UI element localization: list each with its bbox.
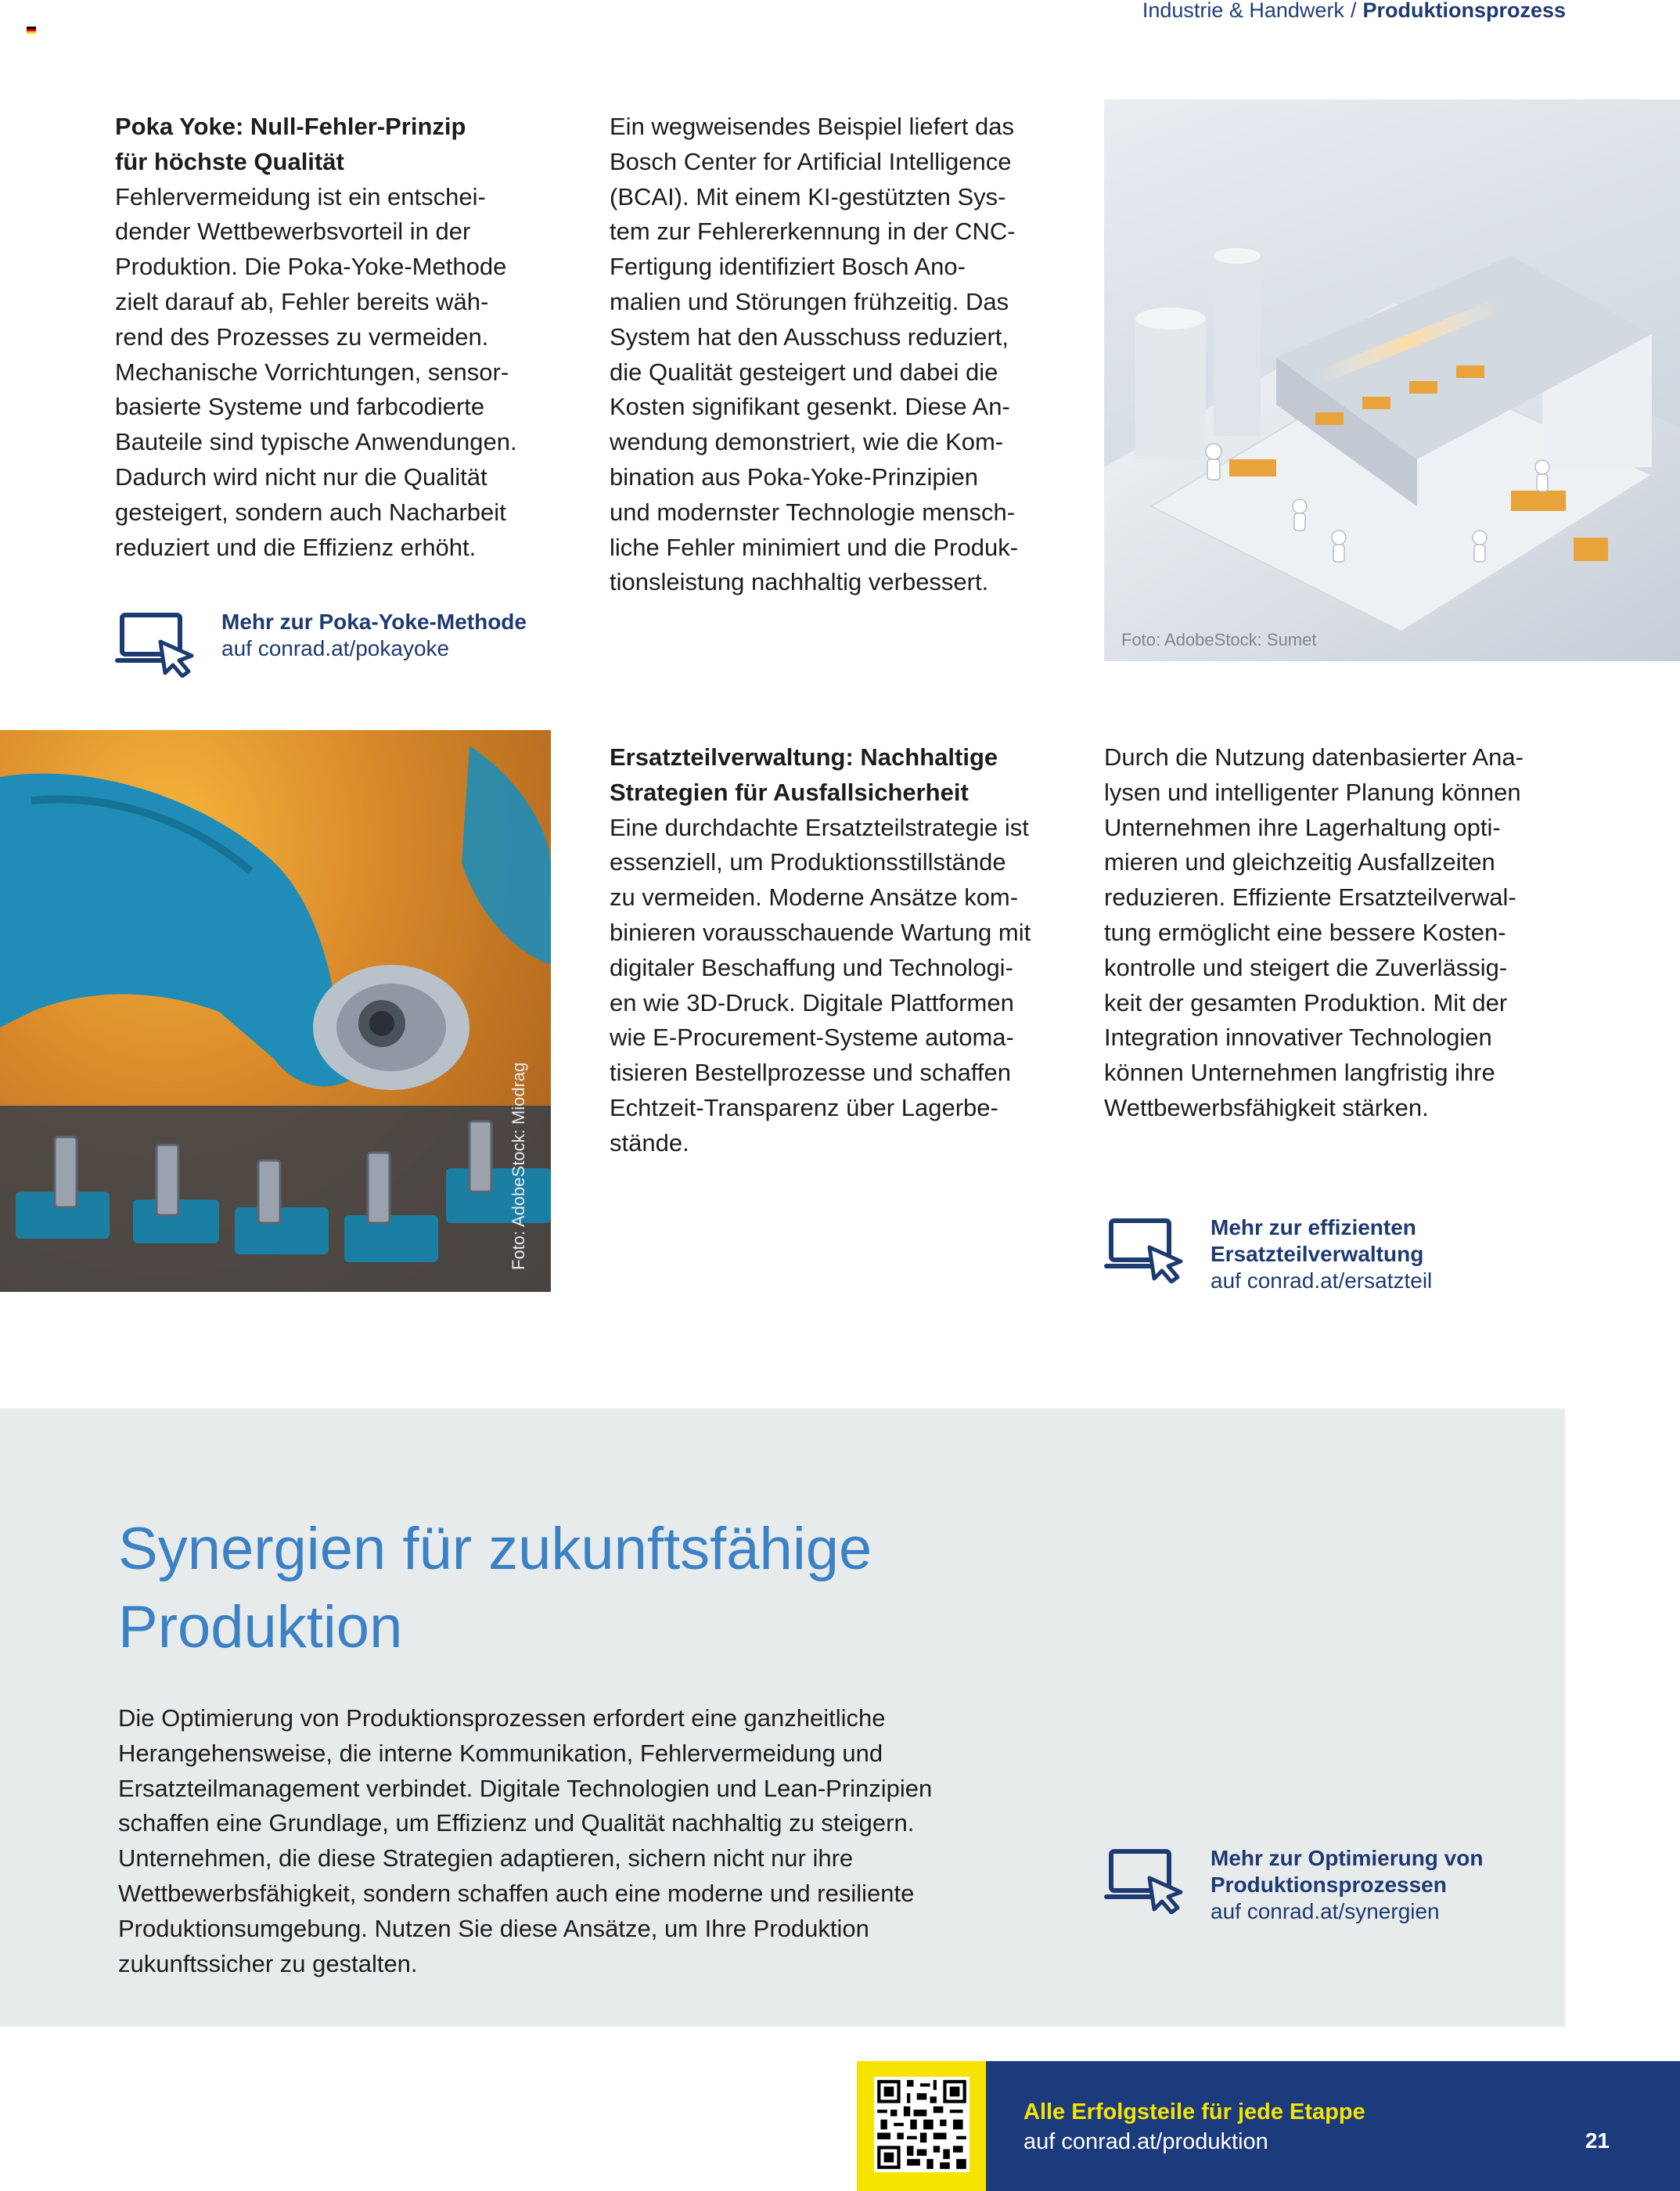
language-flag-icon[interactable] bbox=[27, 27, 36, 34]
breadcrumb-parent[interactable]: Industrie & Handwerk bbox=[1142, 0, 1344, 22]
text-line: en wie 3D-Druck. Digitale Plattformen bbox=[610, 988, 1014, 1016]
text-line: schaffen eine Grundlage, um Effizienz und Qualität nachhaltig zu steigern. bbox=[118, 1809, 915, 1837]
text-line: Bosch Center for Artificial Intelligence bbox=[610, 147, 1012, 175]
bcai-section bbox=[610, 110, 1087, 600]
laptop-cursor-icon bbox=[1104, 1214, 1189, 1283]
poka-yoke-paragraph bbox=[115, 180, 585, 566]
text-line: reduziert und die Effizienz erhöht. bbox=[115, 533, 477, 561]
text-line: liche Fehler minimiert und die Produk- bbox=[610, 533, 1019, 561]
link-title[interactable]: Mehr zur Optimierung von bbox=[1211, 1846, 1484, 1870]
text-line: essenziell, um Produktionsstillstände bbox=[610, 848, 1006, 876]
text-line: digitaler Beschaffung und Technologi- bbox=[610, 953, 1013, 981]
link-title[interactable]: Produktionsprozessen bbox=[1211, 1873, 1447, 1897]
text-line: gesteigert, sondern auch Nacharbeit bbox=[115, 498, 506, 526]
synergy-content bbox=[118, 1510, 1135, 1981]
heading-line: Ersatzteilverwaltung: Nachhaltige bbox=[610, 743, 998, 771]
footer-url[interactable]: auf conrad.at/produktion bbox=[1023, 2129, 1268, 2154]
spare-parts-heading bbox=[610, 740, 1087, 811]
text-line: Ein wegweisendes Beispiel liefert das bbox=[610, 113, 1014, 140]
spare-parts-section bbox=[610, 740, 1087, 1161]
link-url[interactable]: auf conrad.at/pokayoke bbox=[221, 636, 450, 660]
text-line: mieren und gleichzeitig Ausfallzeiten bbox=[1104, 848, 1495, 876]
footer-cta[interactable] bbox=[1023, 2097, 1365, 2157]
synergy-link[interactable] bbox=[1104, 1845, 1483, 1925]
synergy-paragraph bbox=[118, 1701, 1135, 1981]
title-line: Produktion bbox=[118, 1594, 403, 1660]
text-line: (BCAI). Mit einem KI-gestützten Sys- bbox=[610, 182, 1006, 210]
glove-photo-credit: Foto: AdobeStock: Miodrag bbox=[509, 1062, 528, 1270]
breadcrumb-separator: / bbox=[1350, 0, 1357, 22]
text-line: Produktionsumgebung. Nutzen Sie diese Ansätze, um Ihre Produktion bbox=[118, 1914, 869, 1942]
factory-photo bbox=[1104, 99, 1680, 661]
text-line: Die Optimierung von Produktionsprozessen erfordert eine ganzheitliche bbox=[118, 1704, 886, 1732]
text-line: stände. bbox=[610, 1128, 689, 1157]
text-line: lysen und intelligenter Planung können bbox=[1104, 778, 1521, 806]
text-line: und modernster Technologie mensch- bbox=[610, 498, 1016, 526]
text-line: rend des Prozesses zu vermeiden. bbox=[115, 322, 489, 351]
text-line: die Qualität gesteigert und dabei die bbox=[610, 358, 998, 386]
text-line: binieren vorausschauende Wartung mit bbox=[610, 918, 1031, 946]
text-line: System hat den Ausschuss reduziert, bbox=[610, 322, 1009, 351]
qr-code-icon[interactable] bbox=[874, 2077, 970, 2172]
text-line: tionsleistung nachhaltig verbessert. bbox=[610, 568, 989, 596]
poka-yoke-section bbox=[115, 110, 585, 565]
text-line: Unternehmen, die diese Strategien adaptieren, sichern nicht nur ihre bbox=[118, 1844, 854, 1873]
text-line: dender Wettbewerbsvorteil in der bbox=[115, 218, 471, 246]
laptop-cursor-icon bbox=[1104, 1845, 1189, 1914]
link-title[interactable]: Mehr zur Poka-Yoke-Methode bbox=[221, 610, 527, 634]
text-line: basierte Systeme und farbcodierte bbox=[115, 393, 485, 421]
poka-yoke-link[interactable] bbox=[115, 609, 527, 678]
text-line: tem zur Fehlererkennung in der CNC- bbox=[610, 218, 1016, 246]
text-line: Integration innovativer Technologien bbox=[1104, 1024, 1492, 1052]
text-line: Fertigung identifiziert Bosch Ano- bbox=[610, 253, 966, 281]
text-line: Produktion. Die Poka-Yoke-Methode bbox=[115, 253, 507, 281]
text-line: zukunftssicher zu gestalten. bbox=[118, 1949, 418, 1977]
laptop-cursor-icon bbox=[115, 609, 200, 678]
text-line: tisieren Bestellprozesse und schaffen bbox=[610, 1059, 1011, 1087]
synergy-title bbox=[118, 1510, 1135, 1667]
text-line: kontrolle und steigert die Zuverlässig- bbox=[1104, 953, 1508, 981]
text-line: tung ermöglicht eine bessere Kosten- bbox=[1104, 918, 1506, 946]
heading-line: für höchste Qualität bbox=[115, 147, 344, 175]
page-number: 21 bbox=[1585, 2128, 1610, 2153]
text-line: Wettbewerbsfähigkeit, sondern schaffen auch eine moderne und resiliente bbox=[118, 1879, 915, 1907]
text-line: Unternehmen ihre Lagerhaltung opti- bbox=[1104, 813, 1501, 841]
factory-illustration bbox=[1104, 99, 1680, 661]
link-url[interactable]: auf conrad.at/synergien bbox=[1211, 1899, 1440, 1923]
text-line: Bauteile sind typische Anwendungen. bbox=[115, 428, 517, 456]
text-line: Durch die Nutzung datenbasierter Ana- bbox=[1104, 743, 1524, 771]
link-title[interactable]: Mehr zur effizienten bbox=[1211, 1215, 1416, 1239]
heading-line: Strategien für Ausfallsicherheit bbox=[610, 778, 969, 806]
glove-photo bbox=[0, 730, 551, 1292]
text-line: zu vermeiden. Moderne Ansätze kom- bbox=[610, 883, 1019, 912]
glove-illustration bbox=[0, 730, 551, 1292]
poka-yoke-heading bbox=[115, 110, 585, 180]
text-line: Ersatzteilmanagement verbindet. Digitale Technologien und Lean-Prinzipien bbox=[118, 1774, 933, 1802]
text-line: können Unternehmen langfristig ihre bbox=[1104, 1059, 1495, 1087]
text-line: Herangehensweise, die interne Kommunikation, Fehlervermeidung und bbox=[118, 1739, 883, 1767]
text-line: reduzieren. Effiziente Ersatzteilverwal- bbox=[1104, 883, 1516, 912]
breadcrumb bbox=[1142, 0, 1566, 20]
text-line: Dadurch wird nicht nur die Qualität bbox=[115, 462, 487, 491]
link-text[interactable] bbox=[221, 609, 527, 662]
link-url[interactable]: auf conrad.at/ersatzteil bbox=[1211, 1268, 1433, 1293]
factory-photo-credit: Foto: AdobeStock: Sumet bbox=[1121, 630, 1317, 649]
title-line: Synergien für zukunftsfähige bbox=[118, 1516, 872, 1582]
synergy-band bbox=[0, 1408, 1565, 2027]
text-line: wie E-Procurement-Systeme automa- bbox=[610, 1024, 1014, 1052]
text-line: bination aus Poka-Yoke-Prinzipien bbox=[610, 462, 979, 491]
breadcrumb-current: Produktionsprozess bbox=[1362, 0, 1566, 22]
text-line: Eine durchdachte Ersatzteilstrategie ist bbox=[610, 813, 1029, 841]
bcai-paragraph bbox=[610, 110, 1087, 600]
spare-parts-link[interactable] bbox=[1104, 1214, 1432, 1294]
text-line: Kosten signifikant gesenkt. Diese An- bbox=[610, 393, 1010, 421]
text-line: Wettbewerbsfähigkeit stärken. bbox=[1104, 1093, 1429, 1121]
spare-parts-benefits-section bbox=[1104, 740, 1589, 1126]
text-line: Echtzeit-Transparenz über Lagerbe- bbox=[610, 1093, 998, 1121]
text-line: zielt darauf ab, Fehler bereits wäh- bbox=[115, 287, 489, 315]
link-text[interactable] bbox=[1211, 1845, 1483, 1925]
text-line: malien und Störungen frühzeitig. Das bbox=[610, 287, 1009, 315]
link-title[interactable]: Ersatzteilverwaltung bbox=[1211, 1242, 1424, 1266]
text-line: keit der gesamten Produktion. Mit der bbox=[1104, 988, 1508, 1016]
spare-parts-paragraph bbox=[610, 811, 1087, 1161]
text-line: Mechanische Vorrichtungen, sensor- bbox=[115, 358, 509, 386]
spare-parts-benefits-paragraph bbox=[1104, 740, 1589, 1126]
heading-line: Poka Yoke: Null-Fehler-Prinzip bbox=[115, 113, 466, 140]
link-text[interactable] bbox=[1211, 1214, 1432, 1294]
text-line: Fehlervermeidung ist ein entschei- bbox=[115, 182, 486, 210]
text-line: wendung demonstriert, wie die Kom- bbox=[610, 428, 1004, 456]
footer-title[interactable]: Alle Erfolgsteile für jede Etappe bbox=[1023, 2099, 1365, 2124]
